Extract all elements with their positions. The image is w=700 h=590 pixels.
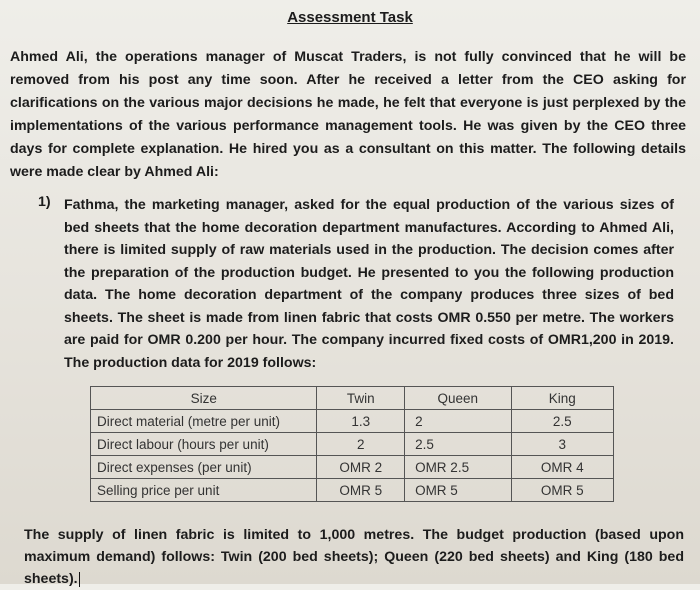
table-cell: OMR 5 xyxy=(405,479,511,502)
table-cell: 2.5 xyxy=(405,433,511,456)
table-cell: OMR 2.5 xyxy=(405,456,511,479)
header-cell-king: King xyxy=(511,387,613,410)
table-cell: 3 xyxy=(511,433,613,456)
header-cell-queen: Queen xyxy=(405,387,511,410)
table-cell: 2 xyxy=(405,410,511,433)
row-label: Direct material (metre per unit) xyxy=(91,410,317,433)
footer-paragraph[interactable] xyxy=(24,524,684,590)
list-item-number: 1) xyxy=(38,194,51,210)
table-cell: 1.3 xyxy=(317,410,405,433)
list-item-text: Fathma, the marketing manager, asked for the equal production of the various sizes of bed sheets that the home decoration department manufactures. According to Ahmed Ali, there is limited supply of raw materials used in the production. The decision comes after the preparation of the production budget. He presented to you the following production data. The home decoration department of the company produces three sizes of bed sheets. The sheet is made from linen fabric that costs OMR 0.550 per metre. The workers are paid for OMR 0.200 per hour. The company incurred fixed costs of OMR1,200 in 2019. The production data for 2019 follows: xyxy=(64,197,674,371)
row-label: Selling price per unit xyxy=(91,479,317,502)
table-row xyxy=(91,433,614,456)
header-cell-size: Size xyxy=(91,387,317,410)
table-cell: OMR 5 xyxy=(511,479,613,502)
table-cell: OMR 4 xyxy=(511,456,613,479)
text-cursor xyxy=(79,572,80,587)
table-row xyxy=(91,410,614,433)
row-label: Direct expenses (per unit) xyxy=(91,456,317,479)
table-cell: 2.5 xyxy=(511,410,613,433)
footer-text: The supply of linen fabric is limited to 1,000 metres. The budget production (based upon maximum demand) follows: Twin (200 bed sheets); Queen (220 bed sheets) and King (180 bed sheets). xyxy=(24,527,684,587)
header-cell-twin: Twin xyxy=(317,387,405,410)
table-cell: 2 xyxy=(317,433,405,456)
page-title: Assessment Task xyxy=(287,9,413,26)
table-row xyxy=(91,456,614,479)
table-row xyxy=(91,479,614,502)
table-header-row xyxy=(91,387,614,410)
table-cell: OMR 2 xyxy=(317,456,405,479)
intro-paragraph: Ahmed Ali, the operations manager of Muscat Traders, is not fully convinced that he will be removed from his post any time soon. After he received a letter from the CEO asking for clarifications on the various major decisions he made, he felt that everyone is just perplexed by the implementations of the various performance management tools. He was given by the CEO three days for complete explanation. He hired you as a consultant on this matter. The following details were made clear by Ahmed Ali: xyxy=(10,49,686,180)
row-label: Direct labour (hours per unit) xyxy=(91,433,317,456)
production-data-table xyxy=(90,386,614,502)
table-cell: OMR 5 xyxy=(317,479,405,502)
